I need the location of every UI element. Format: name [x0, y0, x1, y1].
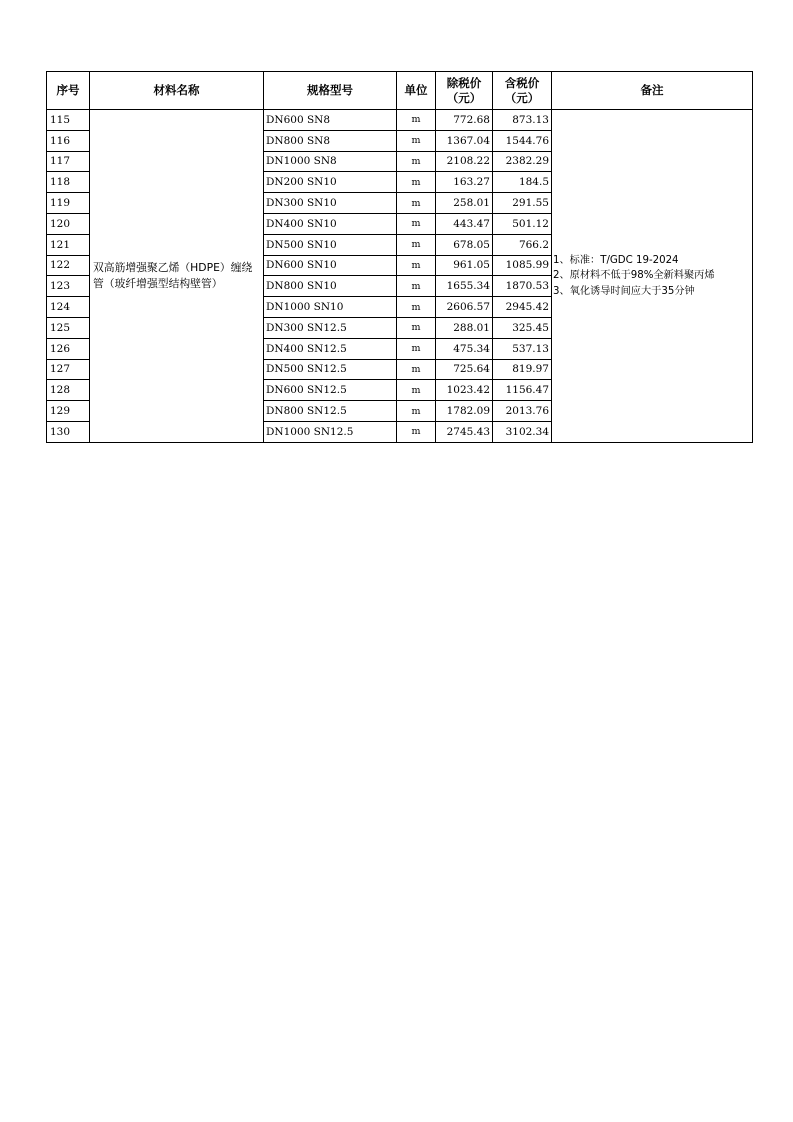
row-unit: m	[397, 255, 436, 276]
row-spec: DN1000 SN8	[264, 151, 397, 172]
row-index: 127	[47, 359, 90, 380]
row-price-inc-tax: 537.13	[493, 338, 552, 359]
row-price-ex-tax: 2606.57	[436, 297, 493, 318]
row-price-inc-tax: 325.45	[493, 317, 552, 338]
row-unit: m	[397, 130, 436, 151]
row-index: 129	[47, 401, 90, 422]
header-material-name: 材料名称	[90, 72, 264, 110]
row-price-inc-tax: 1544.76	[493, 130, 552, 151]
row-price-ex-tax: 288.01	[436, 317, 493, 338]
row-spec: DN1000 SN10	[264, 297, 397, 318]
row-price-ex-tax: 475.34	[436, 338, 493, 359]
row-index: 123	[47, 276, 90, 297]
row-price-inc-tax: 2013.76	[493, 401, 552, 422]
row-spec: DN800 SN10	[264, 276, 397, 297]
row-spec: DN600 SN10	[264, 255, 397, 276]
row-index: 119	[47, 193, 90, 214]
row-index: 125	[47, 317, 90, 338]
row-price-ex-tax: 443.47	[436, 213, 493, 234]
header-unit: 单位	[397, 72, 436, 110]
row-price-ex-tax: 2108.22	[436, 151, 493, 172]
header-spec: 规格型号	[264, 72, 397, 110]
row-price-inc-tax: 3102.34	[493, 421, 552, 442]
header-price-inc-tax	[493, 72, 552, 110]
row-unit: m	[397, 297, 436, 318]
row-unit: m	[397, 151, 436, 172]
row-unit: m	[397, 276, 436, 297]
row-unit: m	[397, 359, 436, 380]
row-index: 116	[47, 130, 90, 151]
header-row	[47, 72, 753, 110]
row-index: 115	[47, 110, 90, 131]
header-price-inc-tax-line1: 含税价	[504, 75, 540, 90]
price-table	[46, 71, 753, 443]
row-spec: DN400 SN12.5	[264, 338, 397, 359]
row-price-inc-tax: 2382.29	[493, 151, 552, 172]
header-price-ex-tax-line1: 除税价	[446, 75, 482, 90]
table-body	[47, 110, 753, 443]
remark-line: 3、氧化诱导时间应大于35分钟	[553, 285, 695, 297]
row-index: 122	[47, 255, 90, 276]
row-price-ex-tax: 258.01	[436, 193, 493, 214]
row-index: 128	[47, 380, 90, 401]
row-index: 118	[47, 172, 90, 193]
row-spec: DN800 SN12.5	[264, 401, 397, 422]
row-spec: DN600 SN12.5	[264, 380, 397, 401]
row-index: 117	[47, 151, 90, 172]
row-index: 124	[47, 297, 90, 318]
row-spec: DN500 SN10	[264, 234, 397, 255]
remark-cell	[552, 110, 753, 443]
remark-line: 2、原材料不低于98%全新料聚丙烯	[553, 270, 715, 282]
row-price-inc-tax: 1870.53	[493, 276, 552, 297]
row-price-inc-tax: 501.12	[493, 213, 552, 234]
row-unit: m	[397, 421, 436, 442]
material-name-cell: 双高筋增强聚乙烯（HDPE）缠绕管（玻纤增强型结构壁管）	[90, 110, 264, 443]
row-price-ex-tax: 961.05	[436, 255, 493, 276]
row-price-ex-tax: 1367.04	[436, 130, 493, 151]
row-price-inc-tax: 873.13	[493, 110, 552, 131]
row-spec: DN600 SN8	[264, 110, 397, 131]
row-price-ex-tax: 163.27	[436, 172, 493, 193]
row-spec: DN300 SN10	[264, 193, 397, 214]
row-unit: m	[397, 110, 436, 131]
row-unit: m	[397, 317, 436, 338]
row-spec: DN200 SN10	[264, 172, 397, 193]
row-price-ex-tax: 678.05	[436, 234, 493, 255]
header-index: 序号	[47, 72, 90, 110]
row-unit: m	[397, 193, 436, 214]
row-spec: DN800 SN8	[264, 130, 397, 151]
row-price-ex-tax: 1655.34	[436, 276, 493, 297]
row-index: 121	[47, 234, 90, 255]
row-price-inc-tax: 184.5	[493, 172, 552, 193]
table-row	[47, 110, 753, 131]
header-price-ex-tax	[436, 72, 493, 110]
row-unit: m	[397, 338, 436, 359]
row-unit: m	[397, 234, 436, 255]
row-index: 126	[47, 338, 90, 359]
row-price-ex-tax: 725.64	[436, 359, 493, 380]
row-price-inc-tax: 291.55	[493, 193, 552, 214]
row-unit: m	[397, 172, 436, 193]
row-price-ex-tax: 2745.43	[436, 421, 493, 442]
row-price-inc-tax: 819.97	[493, 359, 552, 380]
row-price-inc-tax: 1085.99	[493, 255, 552, 276]
row-price-ex-tax: 772.68	[436, 110, 493, 131]
row-index: 130	[47, 421, 90, 442]
row-spec: DN500 SN12.5	[264, 359, 397, 380]
row-unit: m	[397, 380, 436, 401]
row-price-inc-tax: 1156.47	[493, 380, 552, 401]
row-price-ex-tax: 1782.09	[436, 401, 493, 422]
header-price-ex-tax-line2: （元）	[446, 90, 482, 105]
header-price-inc-tax-line2: （元）	[504, 90, 540, 105]
row-index: 120	[47, 213, 90, 234]
row-spec: DN300 SN12.5	[264, 317, 397, 338]
row-unit: m	[397, 401, 436, 422]
header-remark: 备注	[552, 72, 753, 110]
row-price-ex-tax: 1023.42	[436, 380, 493, 401]
row-spec: DN1000 SN12.5	[264, 421, 397, 442]
row-unit: m	[397, 213, 436, 234]
remark-line: 1、标准：T/GDC 19-2024	[553, 254, 679, 266]
row-spec: DN400 SN10	[264, 213, 397, 234]
row-price-inc-tax: 2945.42	[493, 297, 552, 318]
row-price-inc-tax: 766.2	[493, 234, 552, 255]
